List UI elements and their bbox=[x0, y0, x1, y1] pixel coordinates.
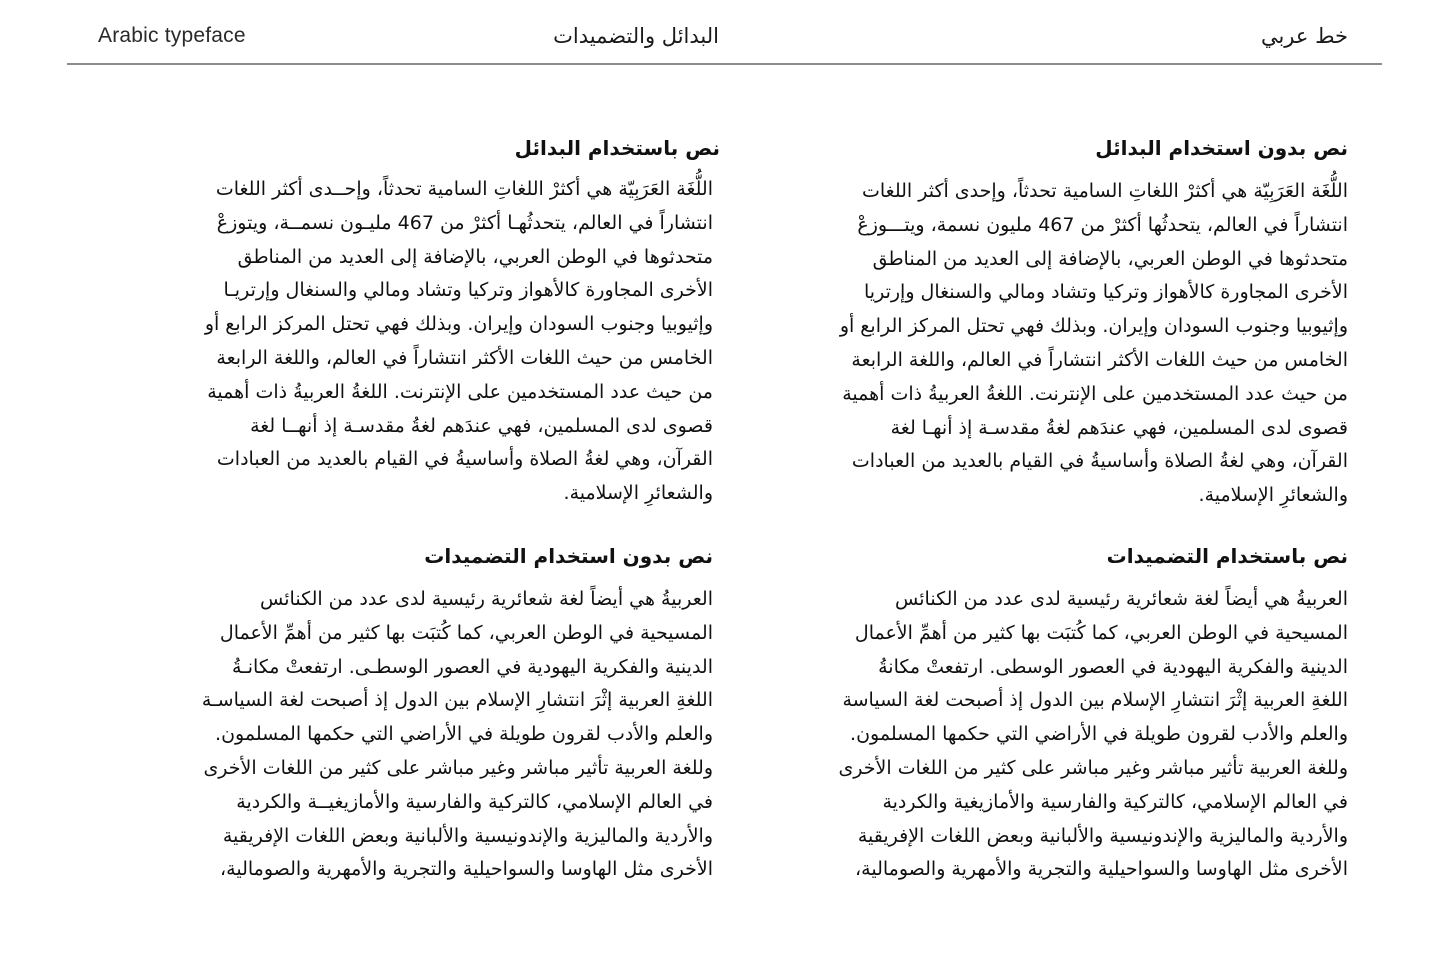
text-line: الأخرى المجاورة كالأهواز وتركيا وتشاد ومالي والسنغال وإرتريـا bbox=[223, 279, 713, 302]
text-line: وإثيوبيا وجنوب السودان وإيران. وبذلك فهي تحتل المركز الرابع أو bbox=[839, 315, 1348, 338]
text-line: والعلم والأدب لقرون طويلة في الأراضي التي حكمها المسلمون. bbox=[215, 723, 713, 746]
text-line: انتشاراً في العالم، يتحدثُها أكثرْ من 467 مليون نسمة، ويتـــوزعْ bbox=[857, 213, 1348, 236]
text-line: والشعائرِ الإسلامية. bbox=[1198, 484, 1348, 507]
text-line: والأردية والماليزية والإندونيسية والألبانية وبعض اللغات الإفريقية bbox=[857, 824, 1348, 847]
text-line: المسيحية في الوطن العربي، كما كُتبَت بها كثير من أهمِّ الأعمال bbox=[854, 621, 1348, 644]
text-line: القرآن، وهي لغةُ الصلاة وأساسيةُ في القيام بالعديد من العبادات bbox=[216, 448, 713, 471]
text-line: في العالم الإسلامي، كالتركية والفارسية والأمازيغية والكردية bbox=[882, 790, 1348, 813]
text-line: والعلم والأدب لقرون طويلة في الأراضي التي حكمها المسلمون. bbox=[850, 723, 1348, 746]
block-title: نص باستخدام التضميدات bbox=[1106, 544, 1348, 568]
sample-without-ligatures bbox=[123, 541, 713, 887]
text-line: من حيث عدد المستخدمين على الإنترنت. اللغةُ العربيةُ ذات أهمية bbox=[207, 380, 713, 403]
text-line: والشعائرِ الإسلامية. bbox=[563, 482, 713, 505]
page-header bbox=[67, 0, 1382, 65]
block-title: نص باستخدام البدائل bbox=[514, 136, 720, 160]
text-line: والأردية والماليزية والإندونيسية والألبانية وبعض اللغات الإفريقية bbox=[222, 824, 713, 847]
block-body bbox=[130, 173, 713, 511]
text-line: القرآن، وهي لغةُ الصلاة وأساسيةُ في القيام بالعديد من العبادات bbox=[851, 450, 1348, 473]
text-line: المسيحية في الوطن العربي، كما كُتبَت بها كثير من أهمِّ الأعمال bbox=[219, 621, 713, 644]
block-body bbox=[758, 583, 1348, 887]
text-line: انتشاراً في العالم، يتحدثُهـا أكثرْ من 467 مليـون نسمــة، ويتوزعْ bbox=[216, 211, 713, 234]
block-body bbox=[123, 583, 713, 887]
text-line: قصوى لدى المسلمين، فهي عندَهم لغةُ مقدسـة إذ أنهــا لغة bbox=[250, 414, 713, 437]
sample-with-alternates bbox=[130, 133, 720, 511]
text-line: العربيةُ هي أيضاً لغة شعائرية رئيسية لدى عدد من الكنائس bbox=[895, 588, 1348, 610]
text-line: وللغة العربية تأثير مباشر وغير مباشر على كثير من اللغات الأخرى bbox=[203, 756, 713, 779]
text-line: الدينية والفكرية اليهودية في العصور الوسطى. ارتفعتْ مكانةُ bbox=[878, 655, 1348, 678]
text-line: اللغةِ العربية إثْرَ انتشارِ الإسلام بين الدول إذ أصبحت لغة السياسة bbox=[842, 689, 1348, 712]
block-body bbox=[758, 175, 1348, 513]
text-line: الخامس من حيث اللغات الأكثر انتشاراً في العالم، واللغة الرابعة bbox=[216, 346, 713, 369]
text-line: من حيث عدد المستخدمين على الإنترنت. اللغةُ العربيةُ ذات أهمية bbox=[842, 382, 1348, 405]
text-line: العربيةُ هي أيضاً لغة شعائرية رئيسية لدى عدد من الكنائس bbox=[260, 588, 713, 610]
text-line: متحدثوها في الوطن العربي، بالإضافة إلى العديد من المناطق bbox=[872, 247, 1348, 270]
text-line: اللُّغَة العَرَبِيّة هي أكثرْ اللغاتِ السامية تحدثاً، وإحدى أكثر اللغات bbox=[861, 180, 1348, 202]
header-section-title: البدائل والتضميدات bbox=[553, 24, 719, 48]
header-english-label: Arabic typeface bbox=[98, 24, 246, 47]
sample-without-alternates bbox=[758, 133, 1348, 513]
text-line: الأخرى مثل الهاوسا والسواحيلية والتجرية والأمهرية والصومالية، bbox=[220, 858, 713, 881]
text-line: الأخرى مثل الهاوسا والسواحيلية والتجرية والأمهرية والصومالية، bbox=[855, 858, 1348, 881]
block-title: نص بدون استخدام التضميدات bbox=[424, 544, 713, 568]
text-line: الدينية والفكرية اليهودية في العصور الوسطـى. ارتفعتْ مكانـةُ bbox=[231, 655, 713, 678]
text-line: اللُّغَة العَرَبِيّة هي أكثرْ اللغاتِ السامية تحدثاً، وإحــدى أكثر اللغات bbox=[215, 178, 713, 200]
text-line: الأخرى المجاورة كالأهواز وتركيا وتشاد ومالي والسنغال وإرتريا bbox=[864, 281, 1348, 304]
text-line: وإثيوبيا وجنوب السودان وإيران. وبذلك فهي تحتل المركز الرابع أو bbox=[204, 313, 713, 336]
text-line: قصوى لدى المسلمين، فهي عندَهم لغةُ مقدسـة إذ أنهـا لغة bbox=[890, 416, 1348, 439]
text-line: وللغة العربية تأثير مباشر وغير مباشر على كثير من اللغات الأخرى bbox=[838, 756, 1348, 779]
text-line: اللغةِ العربية إثْرَ انتشارِ الإسلام بين الدول إذ أصبحت لغة السياسـة bbox=[201, 689, 713, 712]
text-line: في العالم الإسلامي، كالتركية والفارسية والأمازيغيــة والكردية bbox=[236, 790, 713, 813]
header-arabic-label: خط عربي bbox=[1260, 24, 1348, 48]
block-title: نص بدون استخدام البدائل bbox=[1095, 136, 1348, 160]
text-line: الخامس من حيث اللغات الأكثر انتشاراً في العالم، واللغة الرابعة bbox=[851, 348, 1348, 371]
sample-with-ligatures bbox=[758, 541, 1348, 887]
text-line: متحدثوها في الوطن العربي، بالإضافة إلى العديد من المناطق bbox=[237, 245, 713, 268]
